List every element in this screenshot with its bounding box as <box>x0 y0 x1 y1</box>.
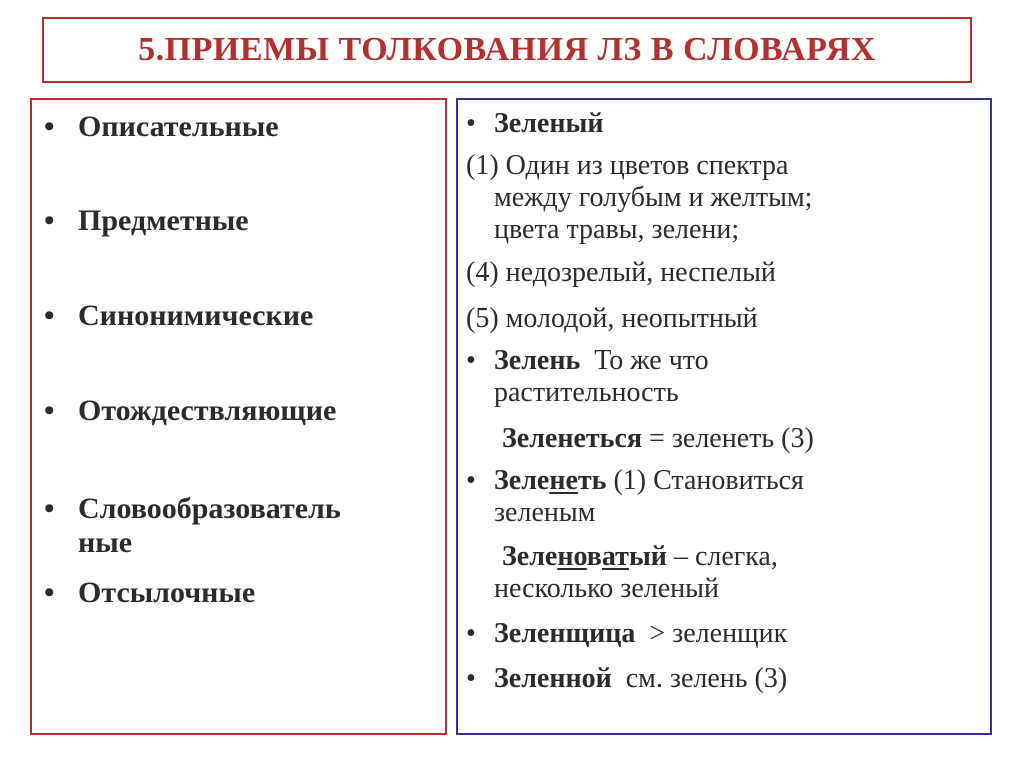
list-item-label: Синонимические <box>78 299 314 332</box>
headword: Зеленщица <box>494 618 636 649</box>
list-item <box>44 299 398 333</box>
list-item-label: Предметные <box>78 204 249 237</box>
definition: То же что <box>594 345 709 376</box>
entry-zelenschitsa <box>466 618 787 650</box>
slide-title: 5.ПРИЕМЫ ТОЛКОВАНИЯ ЛЗ В СЛОВАРЯХ <box>138 31 876 68</box>
bullet: • <box>44 576 55 609</box>
list-item-label: Отождествляющие <box>78 394 337 427</box>
entry-zelenetsya <box>502 423 814 455</box>
headword: Зеленной <box>494 663 612 694</box>
bullet: • <box>466 663 476 694</box>
headword: Зеленоватый <box>502 541 667 572</box>
definition-line: зеленым <box>494 497 596 528</box>
definition-line: растительность <box>494 377 679 408</box>
entry-zelennoy <box>466 663 787 695</box>
entry-zeleny <box>466 108 603 140</box>
bullet: • <box>44 394 55 427</box>
entry-zelenovaty <box>502 541 778 573</box>
definition: = зеленеть (3) <box>649 423 814 454</box>
definition: > зеленщик <box>649 618 788 649</box>
headword: Зеленый <box>494 108 604 139</box>
list-item <box>44 576 398 610</box>
list-item-label-line: ные <box>78 526 133 559</box>
bullet: • <box>466 618 476 649</box>
title-box <box>42 17 972 83</box>
definition: (1) Становиться <box>613 465 804 496</box>
bullet: • <box>44 204 55 237</box>
definition-line: цвета травы, зелени; <box>494 214 740 245</box>
left-panel <box>30 98 447 735</box>
right-panel <box>456 98 992 735</box>
bullet: • <box>44 492 55 525</box>
list-item <box>44 110 398 144</box>
bullet: • <box>44 299 55 332</box>
definition-line: несколько зеленый <box>494 573 719 604</box>
entry-zelen <box>466 345 709 377</box>
list-item <box>44 394 398 428</box>
definition-line: (4) недозрелый, неспелый <box>466 257 776 288</box>
bullet: • <box>466 345 476 376</box>
list-item-label: Описательные <box>78 110 279 143</box>
headword: Зелень <box>494 345 581 376</box>
headword: Зеленеть <box>494 465 607 496</box>
list-item-label <box>44 492 398 560</box>
definition-line: (1) Один из цветов спектра <box>466 150 789 181</box>
bullet: • <box>44 110 55 143</box>
list-item-label-line: Словообразователь <box>78 492 341 525</box>
bullet: • <box>466 465 476 496</box>
bullet: • <box>466 108 476 139</box>
definition-line: (5) молодой, неопытный <box>466 303 758 334</box>
definition-line: между голубым и желтым; <box>494 182 813 213</box>
definition: – слегка, <box>673 541 778 572</box>
list-item <box>44 204 398 238</box>
list-item-label: Отсылочные <box>78 576 256 609</box>
headword: Зеленеться <box>502 423 643 454</box>
list-item <box>44 492 398 560</box>
entry-zelenet <box>466 465 804 497</box>
definition: см. зелень (3) <box>625 663 788 694</box>
